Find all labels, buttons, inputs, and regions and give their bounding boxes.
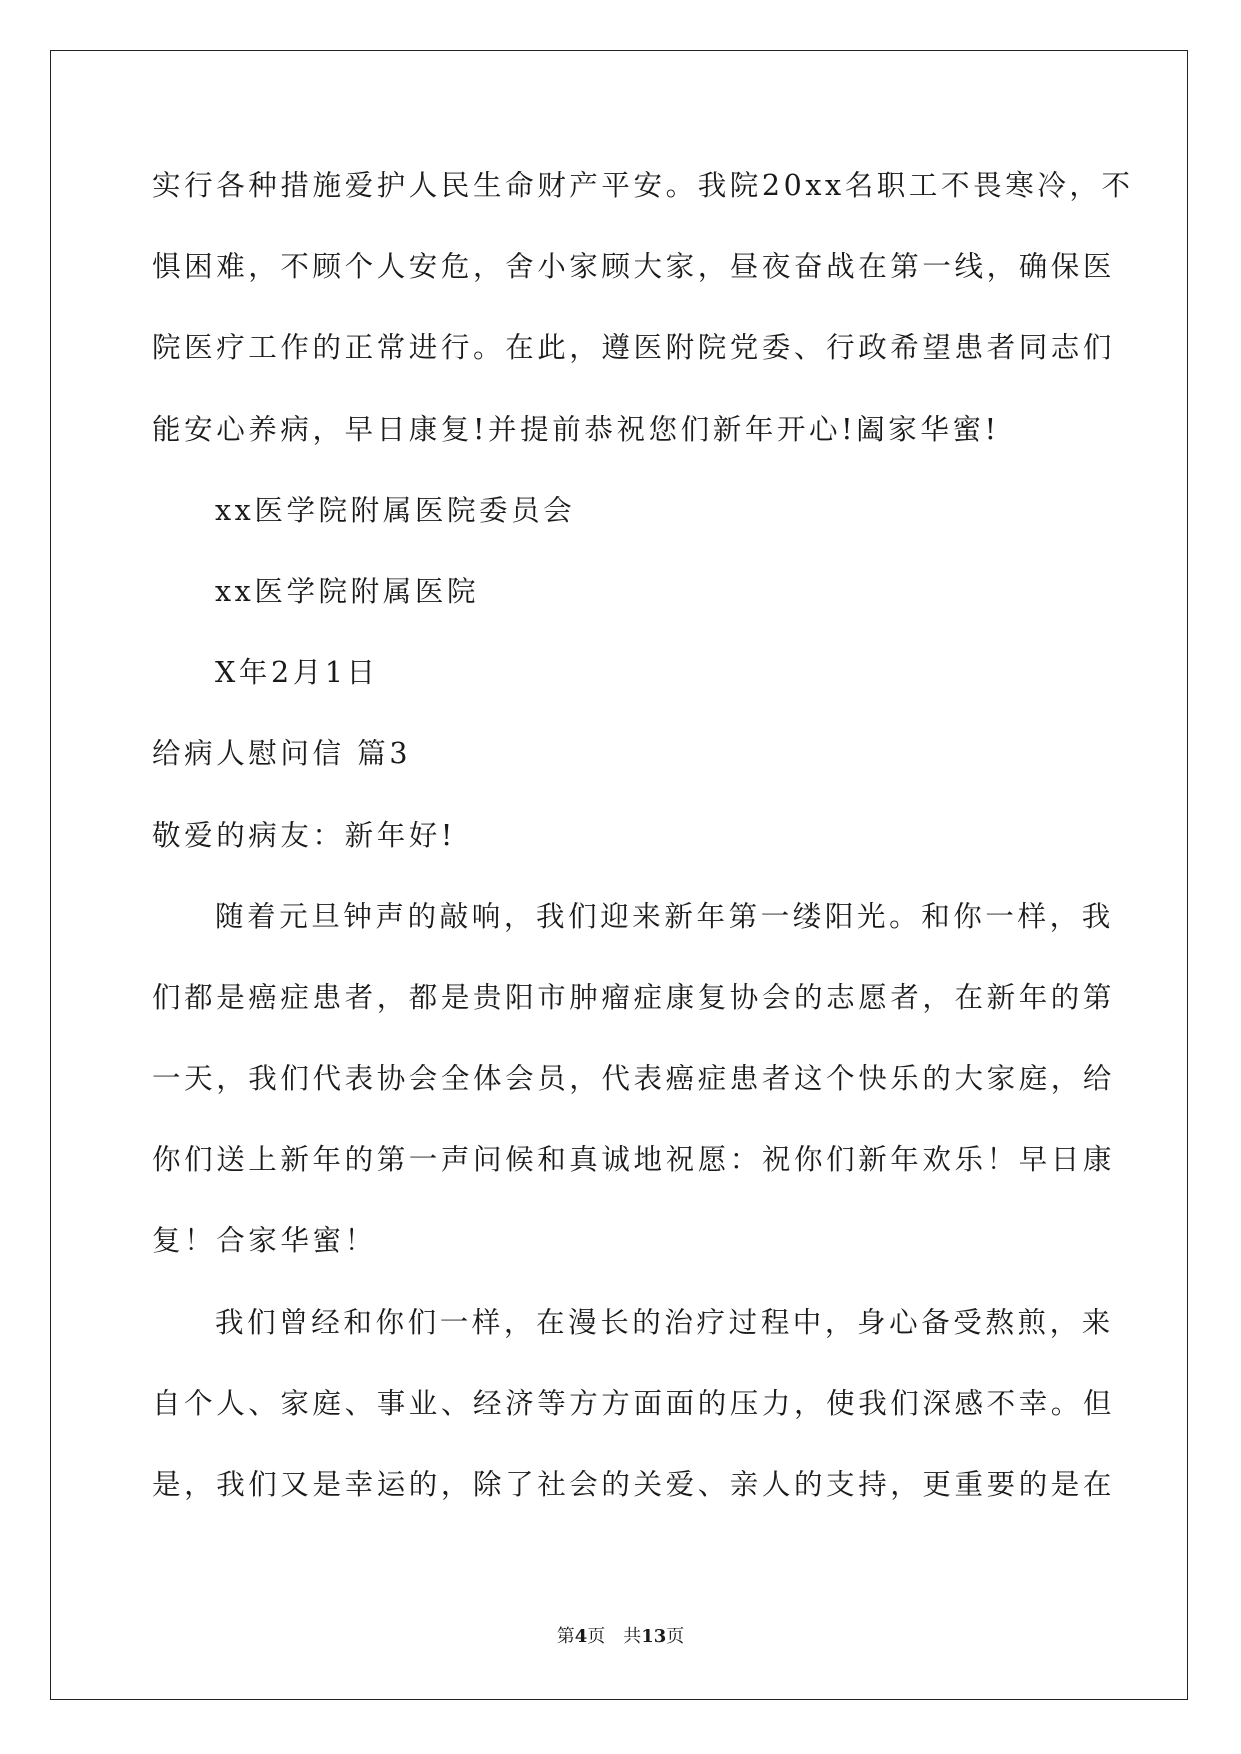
- text-line: 实行各种措施爱护人民生命财产平安。我院20xx名职工不畏寒冷，不: [152, 169, 1134, 202]
- text-line: 惧困难，不顾个人安危，舍小家顾大家，昼夜奋战在第一线，确保医: [152, 250, 1116, 284]
- text-line: X年2月1日: [215, 656, 379, 690]
- text-line: 一天，我们代表协会全体会员，代表癌症患者这个快乐的大家庭，给: [152, 1062, 1116, 1096]
- footer-page-number: 4: [574, 1626, 588, 1647]
- text-line: 复！合家华蜜！: [152, 1224, 377, 1258]
- text-line: 是，我们又是幸运的，除了社会的关爱、亲人的支持，更重要的是在: [152, 1468, 1116, 1501]
- text-line: 自个人、家庭、事业、经济等方方面面的压力，使我们深感不幸。但: [152, 1386, 1116, 1420]
- text-line: xx医学院附属医院委员会: [215, 493, 576, 527]
- text-line: 院医疗工作的正常进行。在此，遵医附院党委、行政希望患者同志们: [152, 331, 1116, 365]
- text-line: 随着元旦钟声的敲响，我们迎来新年第一缕阳光。和你一样，我: [215, 899, 1114, 933]
- page-footer: [0, 1622, 1241, 1648]
- text-line: 能安心养病，早日康复!并提前恭祝您们新年开心!阖家华蜜!: [152, 412, 1000, 446]
- text-line: xx医学院附属医院: [215, 574, 480, 608]
- footer-page-prefix: 第: [556, 1626, 575, 1647]
- footer-page-mid: 页 共: [587, 1626, 642, 1647]
- text-line: 我们曾经和你们一样，在漫长的治疗过程中，身心备受熬煎，来: [215, 1305, 1114, 1339]
- document-body: [152, 164, 1134, 1544]
- text-line: 敬爱的病友：新年好!: [152, 818, 456, 852]
- text-line: 给病人慰问信 篇3: [152, 737, 412, 771]
- text-line: 你们送上新年的第一声问候和真诚地祝愿：祝你们新年欢乐！早日康: [152, 1143, 1116, 1177]
- footer-page-suffix: 页: [666, 1626, 685, 1647]
- footer-total-pages: 13: [641, 1626, 667, 1647]
- text-line: 们都是癌症患者，都是贵阳市肿瘤症康复协会的志愿者，在新年的第: [152, 980, 1116, 1014]
